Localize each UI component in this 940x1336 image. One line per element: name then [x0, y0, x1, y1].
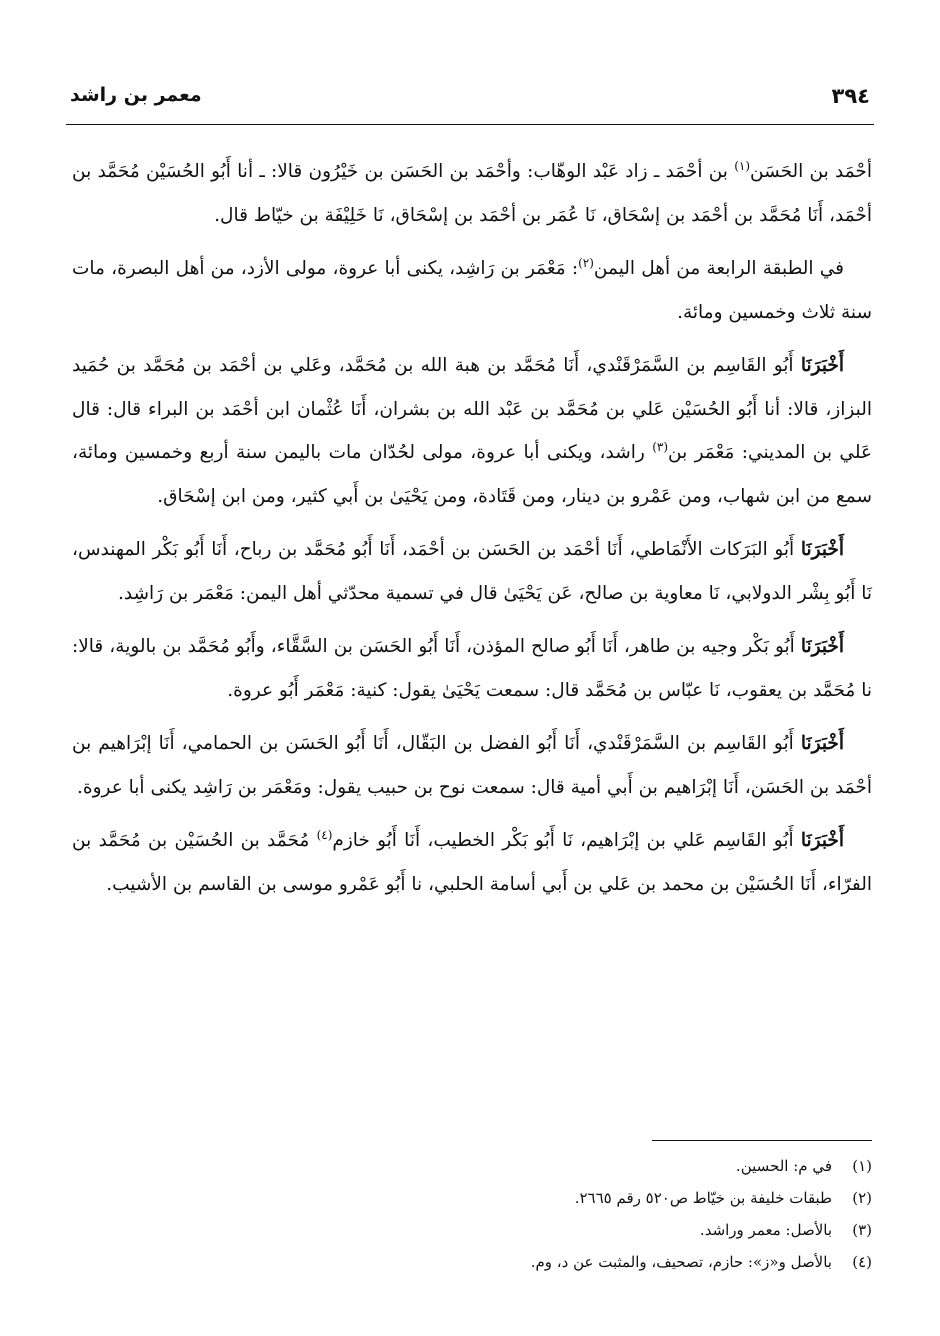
paragraph-text: بن أحْمَد ـ زاد عَبْد الوهّاب: وأحْمَد بن الحَسَن بن خَيْرُون قالا: ـ أنا أَبُو الحُسَيْن مُحَمَّد بن أحْمَد، أَنَا مُحَمَّد بن أحْمَد بن إسْحَاق، نَا عُمَر بن أحْمَد بن إسْحَاق، نَا خَلِيْفَة بن خيّاط قال.: [72, 161, 872, 226]
akhbarana-keyword: أَخْبَرَنَا: [800, 733, 844, 754]
paragraph-text: أَبُو القَاسِم عَلي بن إبْرَاهيم، نَا أَبُو بَكْر الخطيب، أَنَا أَبُو خازم: [332, 830, 801, 851]
footnote-1: [72, 1150, 872, 1182]
footnote-number: (١): [852, 1157, 872, 1175]
page-header: [66, 84, 874, 110]
footnote-number: (٣): [852, 1221, 872, 1239]
paragraph-text: أَبُو القَاسِم بن السَّمَرْقَنْدي، أَنَا مُحَمَّد بن هبة الله بن مُحَمَّد، وعَلي بن أحْمَد بن مُحَمَّد بن حُمَيد البزاز، قالا: أنا أَبُو الحُسَيْن عَلي بن مُحَمَّد بن عَبْد الله بن بشران، أَنَا عُثْمان ابن أحْمَد بن البراء قال: قال عَلي بن المديني: مَعْمَر بن: [72, 355, 872, 463]
paragraph-text: أَبُو القَاسِم بن السَّمَرْقَنْدي، أَنَا أَبُو الفضل بن البَقّال، أَنَا أَبُو الحَسَن بن الحمامي، أَنَا إبْرَاهيم بن أحْمَد بن الحَسَن، أَنَا إبْرَاهيم بن أَبي أمية قال: سمعت نوح بن حبيب يقول: ومَعْمَر بن رَاشِد يكنى أبا عروة.: [72, 733, 872, 798]
page-number: ٣٩٤: [831, 84, 870, 108]
akhbarana-keyword: أَخْبَرَنَا: [800, 355, 844, 376]
footnote-text: بالأصل و«ز»: حازم، تصحيف، والمثبت عن د، وم.: [530, 1253, 832, 1271]
footnote-text: في م: الحسين.: [735, 1157, 832, 1175]
footnote-4: [72, 1246, 872, 1278]
paragraph-text: أحْمَد بن الحَسَن: [750, 161, 873, 182]
akhbarana-keyword: أَخْبَرَنَا: [800, 539, 844, 560]
footnote-reference: (٢): [578, 255, 594, 270]
paragraph-text: أَبُو بَكْر وجيه بن طاهر، أَنَا أَبُو صالح المؤذن، أَنَا أَبُو الحَسَن بن السَّقَّاء، وأَبُو مُحَمَّد بن بالوية، قالا: نا مُحَمَّد بن يعقوب، نَا عبّاس بن مُحَمَّد قال: سمعت يَحْيَىٰ يقول: كنية: مَعْمَر أَبُو عروة.: [72, 636, 872, 701]
paragraph-7: [72, 819, 872, 906]
paragraph-text: : مَعْمَر بن رَاشِد، يكنى أبا عروة، مولى الأزد، من أهل البصرة، مات سنة ثلاث وخمسين ومائة.: [72, 258, 872, 323]
akhbarana-keyword: أَخْبَرَنَا: [800, 830, 845, 851]
footnote-reference: (٤): [316, 827, 333, 842]
footnote-number: (٤): [852, 1253, 872, 1271]
paragraph-4: [72, 528, 872, 615]
paragraph-1: [72, 150, 872, 237]
paragraph-text: مُحَمَّد بن الحُسَيْن بن مُحَمَّد بن الفرّاء، أَنَا الحُسَيْن بن محمد بن عَلي بن أَبي أسامة الحلبي، نا أَبُو عَمْرو موسى بن القاسم بن الأشيب.: [72, 830, 872, 895]
footnotes: [72, 1150, 872, 1278]
paragraph-text: راشد، ويكنى أبا عروة، مولى لحُدّان مات باليمن سنة أربع وخمسين ومائة، سمع من ابن شهاب، ومن عَمْرو بن دينار، ومن قَتَادة، ومن يَحْيَىٰ بن أَبي كثير، ومن ابن إسْحَاق.: [72, 442, 872, 507]
footnote-text: طبقات خليفة بن خيّاط ص٥٢٠ رقم ٢٦٦٥.: [574, 1189, 832, 1207]
footnote-text: بالأصل: معمر وراشد.: [699, 1221, 832, 1239]
footnote-reference: (١): [734, 158, 751, 173]
footnote-number: (٢): [852, 1189, 872, 1207]
running-title: معمر بن راشد: [70, 84, 202, 106]
paragraph-6: [72, 722, 872, 809]
paragraph-text: أَبُو البَرَكات الأَنْمَاطي، أَنَا أحْمَد بن الحَسَن بن أحْمَد، أَنَا أَبُو مُحَمَّد بن رباح، أَنَا أَبُو بَكْر المهندس، نَا أَبُو بِشْر الدولابي، نَا معاوية بن صالح، عَن يَحْيَىٰ قال في تسمية محدّثي أهل اليمن: مَعْمَر بن رَاشِد.: [72, 539, 872, 604]
header-divider: [66, 124, 874, 125]
akhbarana-keyword: أَخْبَرَنَا: [800, 636, 844, 657]
paragraph-text: في الطبقة الرابعة من أهل اليمن: [593, 258, 844, 279]
footnote-reference: (٣): [652, 439, 669, 454]
paragraph-3: [72, 344, 872, 518]
footnote-3: [72, 1214, 872, 1246]
footnote-2: [72, 1182, 872, 1214]
body-text: [72, 150, 872, 916]
paragraph-5: [72, 625, 872, 712]
footnote-divider: [652, 1140, 872, 1141]
paragraph-2: [72, 247, 872, 334]
